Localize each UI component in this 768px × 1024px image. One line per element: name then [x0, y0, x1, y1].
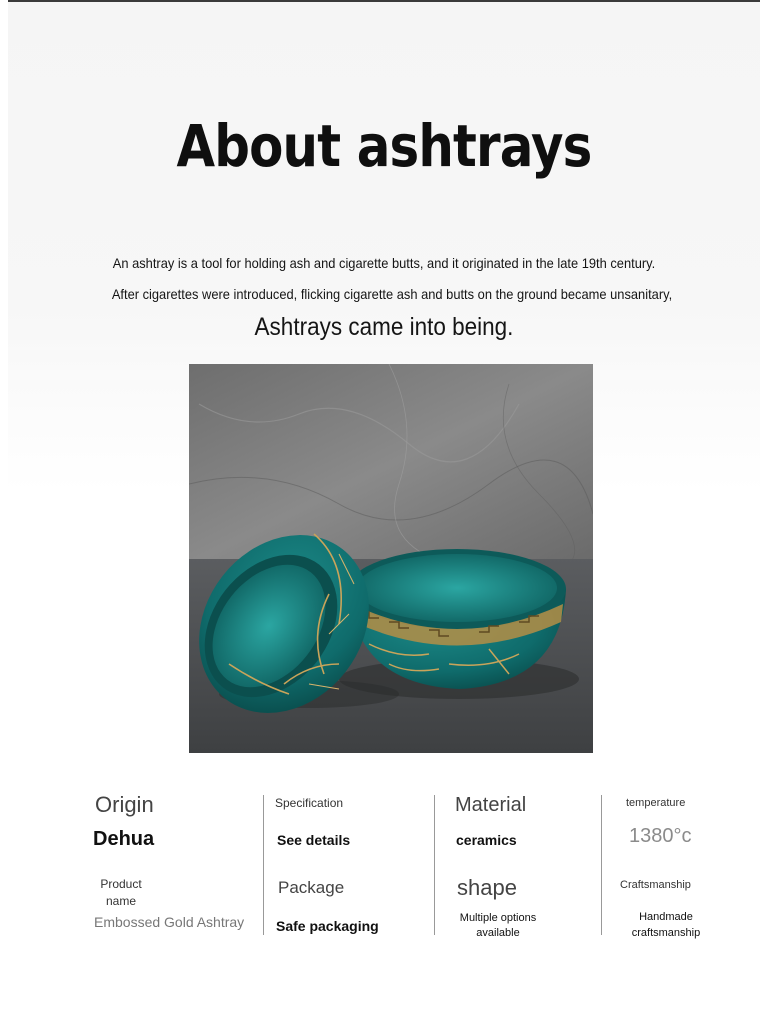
product-name-value: Embossed Gold Ashtray: [94, 914, 245, 930]
product-photo: [189, 364, 593, 753]
spec-table: [0, 780, 768, 950]
shape-value: Multiple options available: [459, 912, 537, 939]
package-label: Package: [278, 878, 345, 897]
origin-value: Dehua: [93, 828, 155, 850]
product-name-label: Product name: [100, 877, 142, 908]
origin-label: Origin: [95, 792, 154, 817]
column-divider: [434, 795, 435, 935]
specification-label: Specification: [275, 796, 344, 810]
specification-value: See details: [277, 832, 351, 848]
intro-line-2: After cigarettes were introduced, flicking cigarette ash and butts on the ground became unsanitary,: [111, 286, 673, 302]
material-value: ceramics: [456, 832, 517, 848]
ashtray-photo-illustration: [189, 364, 593, 753]
material-label: Material: [455, 794, 527, 816]
temperature-value: 1380°c: [629, 825, 692, 847]
column-divider: [601, 795, 602, 935]
package-value: Safe packaging: [276, 918, 379, 934]
intro-line-1: An ashtray is a tool for holding ash and cigarette butts, and it originated in the late 19th century.: [112, 255, 656, 271]
page-title: About ashtrays: [176, 112, 592, 180]
column-divider: [263, 795, 264, 935]
craftsmanship-value: Handmade craftsmanship: [631, 911, 701, 939]
craftsmanship-label: Craftsmanship: [620, 879, 691, 891]
intro-line-3: Ashtrays came into being.: [254, 313, 514, 341]
temperature-label: temperature: [626, 797, 686, 809]
shape-label: shape: [457, 875, 517, 900]
